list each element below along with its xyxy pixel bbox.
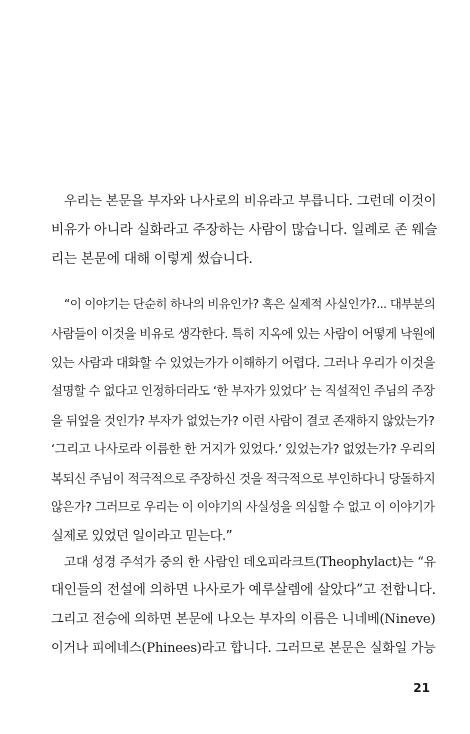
text-line: 을 뒤엎을 것인가? 부자가 없었는가? 이런 사람이 결코 존재하지 않았는가? [51,413,435,428]
text-line: 않은가? 그러므로 우리는 이 이야기의 사실성을 의심할 수 없고 이 이야기가 [51,500,435,514]
text-line: 그리고 전승에 의하면 본문에 나오는 부자의 이름은 니네베(Nineve) [51,612,436,627]
text-line: ‘그리고 나사로라 이름한 한 거지가 있었다.’ 있었는가? 없었는가? 우리의 [51,442,436,457]
text-line: 복되신 주님이 적극적으로 주장하신 것을 적극적으로 부인하다니 당돌하지 [51,471,436,486]
text-line: 이거나 피에네스(Phinees)라고 합니다. 그러므로 본문은 실화일 가능 [51,641,436,656]
text-line: 우리는 본문을 부자와 나사로의 비유라고 부릅니다. 그런데 이것이 [64,194,437,209]
text-line: 대인들의 전설에 의하면 나사로가 예루살렘에 살았다”고 전합니다. [51,582,436,598]
text-line: 설명할 수 없다고 인정하더라도 ‘한 부자가 있었다’ 는 직설적인 주님의 주장 [51,384,435,398]
text-line: 고대 성경 주석가 중의 한 사람인 데오피라크트(Theophylact)는 “유 [64,554,436,569]
paragraph-commentary [51,547,437,663]
paragraph-intro [51,187,437,274]
text-line: 실제로 있었던 일이라고 믿는다.” [51,529,233,544]
text-line: 리는 본문에 대해 이렇게 썼습니다. [51,251,253,267]
text-line: 사람들이 이것을 비유로 생각한다. 특히 지옥에 있는 사람이 어떻게 낙원에 [51,326,435,341]
paragraph-quotation [51,290,437,551]
page-number: 21 [413,681,430,695]
text-line: 비유가 아니라 실화라고 주장하는 사람이 많습니다. 일례로 존 웨슬 [51,222,438,238]
text-line: “이 이야기는 단순히 하나의 비유인가? 혹은 실제적 사실인가?... 대부분의 [64,297,436,311]
text-line: 있는 사람과 대화할 수 있었는가가 이해하기 어렵다. 그러나 우리가 이것을 [51,355,435,370]
